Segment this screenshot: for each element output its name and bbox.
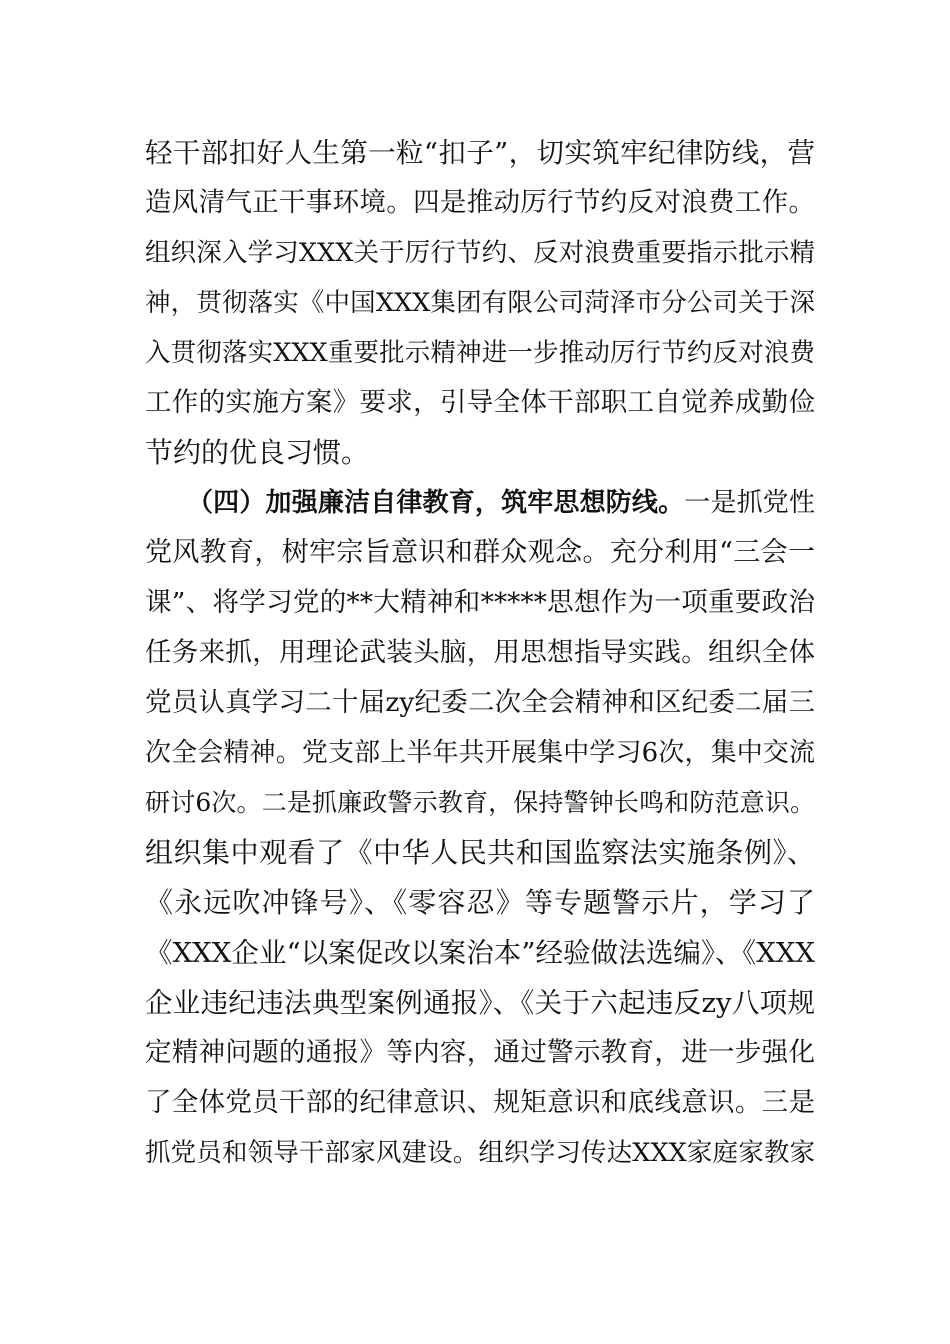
paragraph-line: 定精神问题的通报》等内容，通过警示教育，进一步强化 <box>145 1037 815 1068</box>
paragraph-line: 企业违纪违法典型案例通报》、《关于六起违反zy八项规 <box>145 987 815 1019</box>
paragraph-line: 研讨6次。二是抓廉政警示教育，保持警钟长鸣和防范意识。 <box>145 788 815 817</box>
paragraph-line: 党风教育，树牢宗旨意识和群众观念。充分利用“三会一 <box>145 537 815 568</box>
section-first-line-rest: 一是抓党性 <box>684 488 815 518</box>
paragraph-line: 组织深入学习XXX关于厉行节约、反对浪费重要指示批示精 <box>145 238 815 268</box>
paragraph-line: 了全体党员干部的纪律意识、规矩意识和底线意识。三是 <box>145 1087 815 1118</box>
paragraph-line: 组织集中观看了《中华人民共和国监察法实施条例》、 <box>145 836 815 869</box>
paragraph-line: 党员认真学习二十届zy纪委二次全会精神和区纪委二届三 <box>145 687 815 718</box>
paragraph-line: 工作的实施方案》要求，引导全体干部职工自觉养成勤俭 <box>145 387 815 418</box>
paragraph-line: 造风清气正干事环境。四是推动厉行节约反对浪费工作。 <box>145 187 815 218</box>
section-heading: （四）加强廉洁自律教育，筑牢思想防线。 <box>187 488 685 518</box>
paragraph-line: 入贯彻落实XXX重要批示精神进一步推动厉行节约反对浪费 <box>145 338 815 368</box>
paragraph-line: 轻干部扣好人生第一粒“扣子”，切实筑牢纪律防线，营 <box>145 137 815 169</box>
paragraph-line: 节约的优良习惯。 <box>145 436 370 469</box>
paragraph-line: 任务来抓，用理论武装头脑，用思想指导实践。组织全体 <box>145 637 815 668</box>
paragraph-line: 《永远吹冲锋号》、《零容忍》等专题警示片，学习了 <box>145 886 815 919</box>
paragraph-line: 《XXX企业“以案促改以案治本”经验做法选编》、《XXX <box>145 937 815 969</box>
paragraph-line: 抓党员和领导干部家风建设。组织学习传达XXX家庭家教家 <box>145 1138 815 1168</box>
section-first-line <box>187 478 815 528</box>
paragraph-line: 神，贯彻落实《中国XXX集团有限公司菏泽市分公司关于深 <box>145 288 815 318</box>
paragraph-line: 课”、将学习党的**大精神和*****思想作为一项重要政治 <box>145 587 815 618</box>
paragraph-line: 次全会精神。党支部上半年共开展集中学习6次，集中交流 <box>145 738 815 768</box>
